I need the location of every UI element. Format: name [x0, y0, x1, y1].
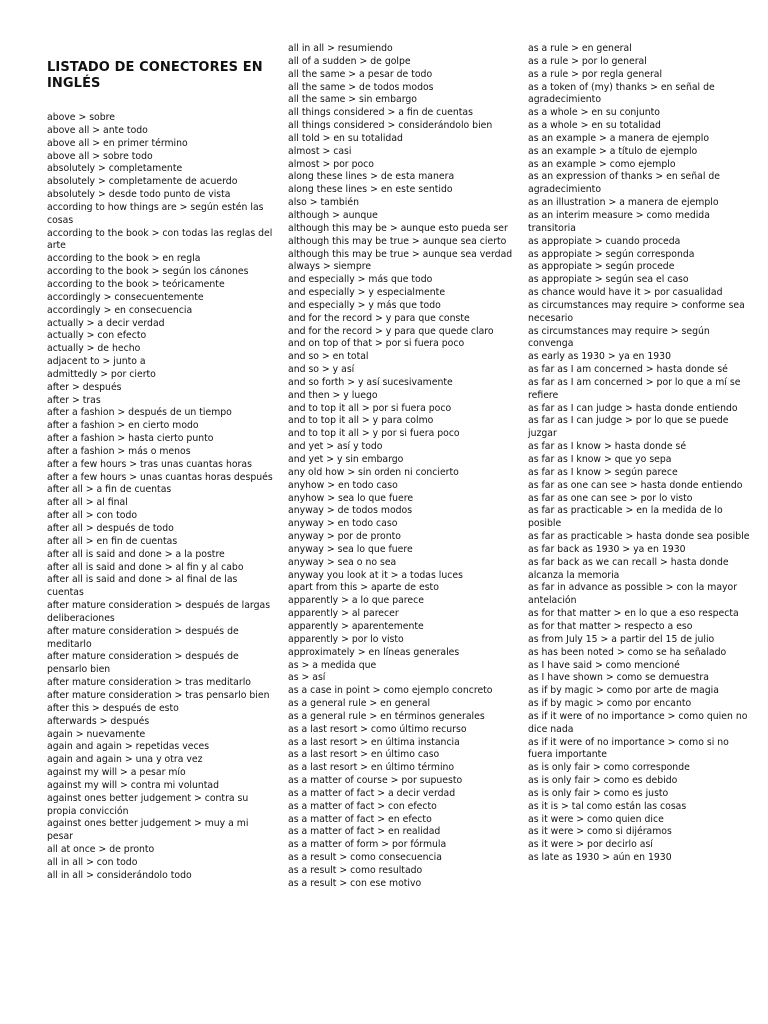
connector-entry: as has been noted > como se ha señalado: [528, 646, 727, 658]
connector-entry: anyway > en todo caso: [288, 518, 398, 530]
connector-entry: all in all > resumiendo: [288, 43, 393, 54]
connector-entry: also > también: [288, 197, 360, 209]
connector-entry: all things considered > considerándolo bien: [288, 120, 493, 132]
connector-entry: anyway > de todos modos: [288, 505, 413, 517]
connector-entry: all at once > de pronto: [47, 844, 155, 856]
connector-entry: as a rule > por regla general: [528, 68, 663, 80]
connector-entry: as a matter of course > por supuesto: [288, 775, 463, 787]
connector-entry: after mature consideration > tras meditarlo: [47, 677, 251, 689]
connector-entry: after a fashion > después de un tiempo: [47, 407, 232, 419]
connector-entry: as for that matter > respecto a eso: [528, 620, 693, 632]
connector-entry: as appropiate > según sea el caso: [528, 274, 689, 286]
connector-entry: after > después: [47, 381, 122, 393]
connector-entry: all told > en su totalidad: [288, 132, 403, 144]
connector-entry: as > así: [288, 672, 326, 684]
connector-entry: and yet > y sin embargo: [288, 454, 404, 465]
connector-entry: as far as I know > hasta donde sé: [528, 441, 687, 453]
connector-entry: against my will > a pesar mío: [47, 767, 186, 779]
connector-entry: apparently > a lo que parece: [288, 595, 424, 607]
connector-entry: admittedly > por cierto: [47, 368, 156, 380]
connector-entry: after mature consideration > después de pensarlo bien: [47, 651, 239, 676]
connector-entry: against ones better judgement > contra su propia convicción: [47, 792, 249, 817]
connector-entry: afterwards > después: [47, 715, 150, 727]
connector-entry: as a result > como resultado: [288, 865, 423, 876]
connector-entry: after all is said and done > al fin y al cabo: [47, 561, 244, 573]
connector-entry: as an example > como ejemplo: [528, 158, 676, 170]
connector-entry: against ones better judgement > muy a mi pesar: [47, 818, 249, 843]
connector-entry: as a matter of fact > en realidad: [288, 826, 441, 838]
connector-entry: above all > en primer término: [47, 137, 188, 149]
connector-entry: as appropiate > según procede: [528, 261, 675, 273]
connector-entry: anyway > sea lo que fuere: [288, 543, 413, 555]
connector-entry: as circumstances may require > conforme sea necesario: [528, 299, 745, 324]
connector-entry: although this may be true > aunque sea cierto: [288, 235, 507, 247]
connector-entry: although this may be true > aunque sea verdad: [288, 248, 513, 260]
connector-entry: as appropiate > según corresponda: [528, 248, 695, 260]
connector-entry: after a few hours > tras unas cuantas horas: [47, 458, 252, 470]
connector-entry: and so > y así: [288, 364, 355, 376]
connector-entry: absolutely > desde todo punto de vista: [47, 189, 231, 201]
connector-entry: again and again > repetidas veces: [47, 741, 210, 753]
column-3: [528, 43, 756, 865]
connector-entry: actually > con efecto: [47, 330, 147, 342]
connector-entry: although > aunque: [288, 209, 378, 221]
connector-entry: as a matter of fact > a decir verdad: [288, 787, 456, 799]
connector-entry: as far as I am concerned > por lo que a mí se refiere: [528, 376, 741, 401]
connector-entry: again > nuevamente: [47, 728, 146, 740]
connector-entry: again and again > una y otra vez: [47, 754, 203, 766]
connector-entry: adjacent to > junto a: [47, 356, 146, 368]
connector-entry: as far as I know > según parece: [528, 466, 678, 478]
connector-entry: as a matter of form > por fórmula: [288, 839, 447, 851]
connector-entry: according to how things are > según estén las cosas: [47, 201, 264, 226]
connector-entry: and especially > y especialmente: [288, 287, 446, 299]
connector-entry: as a general rule > en términos generales: [288, 710, 485, 722]
connector-entry: approximately > en líneas generales: [288, 646, 460, 658]
connector-entry: anyhow > sea lo que fuere: [288, 492, 414, 504]
connector-entry: as a rule > por lo general: [528, 55, 647, 67]
connector-entry: after mature consideration > después de largas deliberaciones: [47, 600, 271, 624]
connector-entry: as a last resort > en última instancia: [288, 736, 460, 748]
connector-entry: apparently > al parecer: [288, 608, 399, 620]
connector-entry: and especially > y más que todo: [288, 299, 441, 311]
connector-entry: after all > con todo: [47, 510, 138, 522]
connector-entry: as is only fair > como es debido: [528, 775, 678, 787]
connector-entry: almost > por poco: [288, 158, 374, 170]
connector-entry: always > siempre: [288, 261, 372, 273]
connector-entry: as an interim measure > como medida transitoria: [528, 209, 710, 234]
connector-entry: and especially > más que todo: [288, 274, 433, 286]
connector-entry: accordingly > consecuentemente: [47, 291, 204, 303]
connector-entry: as an expression of thanks > en señal de agradecimiento: [528, 171, 720, 196]
connector-entry: against my will > contra mi voluntad: [47, 779, 219, 791]
connector-entry: as an illustration > a manera de ejemplo: [528, 197, 719, 209]
connector-entry: according to the book > en regla: [47, 253, 201, 265]
entry-list: [528, 43, 756, 865]
connector-entry: anyway > por de pronto: [288, 531, 401, 543]
connector-entry: apparently > por lo visto: [288, 633, 404, 645]
column-2: [288, 43, 516, 891]
connector-entry: as it were > por decirlo así: [528, 839, 653, 851]
entry-list: [288, 43, 516, 891]
connector-entry: as a token of (my) thanks > en señal de agradecimiento: [528, 81, 715, 106]
connector-entry: as far in advance as possible > con la mayor antelación: [528, 582, 738, 607]
connector-entry: accordingly > en consecuencia: [47, 304, 193, 316]
connector-entry: and so forth > y así sucesivamente: [288, 376, 453, 388]
connector-entry: as a whole > en su conjunto: [528, 107, 660, 119]
connector-entry: anyhow > en todo caso: [288, 479, 398, 491]
connector-entry: as an example > a manera de ejemplo: [528, 132, 710, 144]
connector-entry: as far as I can judge > por lo que se puede juzgar: [528, 415, 729, 440]
connector-entry: apparently > aparentemente: [288, 620, 424, 632]
connector-entry: and on top of that > por si fuera poco: [288, 338, 465, 350]
connector-entry: and yet > así y todo: [288, 441, 383, 453]
connector-entry: as a matter of fact > con efecto: [288, 800, 437, 812]
connector-entry: almost > casi: [288, 145, 352, 157]
connector-entry: as appropiate > cuando proceda: [528, 235, 681, 247]
connector-entry: as > a medida que: [288, 659, 377, 671]
connector-entry: absolutely > completamente de acuerdo: [47, 176, 238, 188]
connector-entry: after a fashion > en cierto modo: [47, 420, 199, 432]
connector-entry: after this > después de esto: [47, 702, 179, 714]
connector-entry: as a general rule > en general: [288, 698, 431, 710]
connector-entry: after all > después de todo: [47, 523, 174, 534]
connector-entry: after mature consideration > después de meditarlo: [47, 625, 239, 650]
connector-entry: as late as 1930 > aún en 1930: [528, 852, 672, 864]
connector-entry: and then > y luego: [288, 389, 378, 401]
connector-entry: all the same > de todos modos: [288, 81, 434, 93]
connector-entry: as it is > tal como están las cosas: [528, 800, 687, 812]
connector-entry: as a result > con ese motivo: [288, 877, 422, 889]
connector-entry: as is only fair > como es justo: [528, 787, 669, 799]
connector-entry: actually > de hecho: [47, 343, 141, 355]
connector-entry: as it were > como quien dice: [528, 813, 664, 825]
connector-entry: as far as I know > que yo sepa: [528, 454, 672, 465]
connector-entry: as circumstances may require > según convenga: [528, 325, 710, 350]
connector-entry: as far as one can see > por lo visto: [528, 492, 693, 504]
connector-entry: as it were > como si dijéramos: [528, 826, 672, 838]
connector-entry: as far as I am concerned > hasta donde sé: [528, 364, 728, 376]
connector-entry: anyway you look at it > a todas luces: [288, 569, 463, 581]
connector-entry: as if it were of no importance > como quien no dice nada: [528, 710, 748, 735]
connector-entry: as a matter of fact > en efecto: [288, 813, 432, 825]
connector-entry: above all > sobre todo: [47, 150, 153, 162]
connector-entry: after all is said and done > a la postre: [47, 548, 225, 560]
connector-entry: as a last resort > como último recurso: [288, 723, 467, 735]
connector-entry: apart from this > aparte de esto: [288, 582, 439, 594]
connector-entry: as a case in point > como ejemplo concreto: [288, 685, 493, 697]
connector-entry: all in all > con todo: [47, 856, 138, 868]
connector-entry: and so > en total: [288, 351, 369, 363]
connector-entry: as for that matter > en lo que a eso respecta: [528, 608, 739, 620]
connector-entry: above all > ante todo: [47, 124, 148, 136]
connector-entry: and for the record > y para que conste: [288, 312, 470, 324]
connector-entry: as if by magic > como por encanto: [528, 698, 692, 710]
connector-entry: and for the record > y para que quede claro: [288, 325, 494, 337]
entry-list: [47, 112, 275, 883]
connector-entry: after all > a fin de cuentas: [47, 484, 172, 496]
connector-entry: along these lines > en este sentido: [288, 184, 453, 196]
connector-entry: as a last resort > en último caso: [288, 749, 440, 761]
connector-entry: all of a sudden > de golpe: [288, 55, 411, 67]
connector-entry: absolutely > completamente: [47, 163, 183, 175]
connector-entry: and to top it all > y por si fuera poco: [288, 428, 460, 440]
connector-entry: as if by magic > como por arte de magia: [528, 685, 719, 697]
connector-entry: according to the book > con todas las reglas del arte: [47, 227, 273, 252]
connector-entry: as I have said > como mencioné: [528, 659, 680, 671]
connector-entry: as far as practicable > hasta donde sea posible: [528, 531, 750, 543]
connector-entry: after all > al final: [47, 497, 128, 509]
connector-entry: as a result > como consecuencia: [288, 852, 442, 864]
connector-entry: after > tras: [47, 394, 101, 406]
connector-entry: as far as one can see > hasta donde entiendo: [528, 479, 743, 491]
connector-entry: as is only fair > como corresponde: [528, 762, 690, 774]
connector-entry: as far back as we can recall > hasta donde alcanza la memoria: [528, 556, 729, 581]
connector-entry: as early as 1930 > ya en 1930: [528, 351, 672, 363]
page-title: LISTADO DE CONECTORES EN INGLÉS: [47, 60, 263, 91]
connector-entry: as a whole > en su totalidad: [528, 120, 661, 132]
connector-entry: as if it were of no importance > como si no fuera importante: [528, 736, 729, 761]
connector-entry: as from July 15 > a partir del 15 de julio: [528, 633, 715, 645]
connector-entry: after a fashion > hasta cierto punto: [47, 433, 214, 445]
connector-entry: all the same > sin embargo: [288, 94, 417, 106]
connector-entry: all things considered > a fin de cuentas: [288, 107, 473, 119]
connector-entry: as I have shown > como se demuestra: [528, 672, 709, 684]
connector-entry: as far as I can judge > hasta donde entiendo: [528, 402, 738, 414]
connector-entry: after mature consideration > tras pensarlo bien: [47, 689, 270, 701]
connector-entry: any old how > sin orden ni concierto: [288, 466, 459, 478]
connector-entry: as chance would have it > por casualidad: [528, 287, 723, 299]
connector-entry: all in all > considerándolo todo: [47, 869, 192, 881]
connector-entry: along these lines > de esta manera: [288, 171, 455, 183]
connector-entry: after a few hours > unas cuantas horas después: [47, 471, 273, 483]
connector-entry: after all > en fin de cuentas: [47, 535, 178, 547]
connector-entry: according to the book > según los cánones: [47, 266, 249, 278]
connector-entry: according to the book > teóricamente: [47, 278, 225, 290]
connector-entry: actually > a decir verdad: [47, 317, 165, 329]
connector-entry: as a rule > en general: [528, 43, 632, 54]
connector-entry: and to top it all > por si fuera poco: [288, 402, 452, 414]
connector-entry: above > sobre: [47, 112, 115, 123]
connector-entry: and to top it all > y para colmo: [288, 415, 434, 427]
connector-entry: after all is said and done > al final de las cuentas: [47, 574, 238, 599]
connector-entry: anyway > sea o no sea: [288, 556, 397, 568]
connector-entry: although this may be > aunque esto pueda ser: [288, 222, 508, 234]
connector-entry: as far as practicable > en la medida de lo posible: [528, 505, 723, 530]
connector-entry: as an example > a título de ejemplo: [528, 145, 698, 157]
connector-entry: all the same > a pesar de todo: [288, 68, 433, 80]
connector-entry: as a last resort > en último término: [288, 762, 455, 774]
connector-entry: after a fashion > más o menos: [47, 445, 191, 457]
connector-entry: as far back as 1930 > ya en 1930: [528, 543, 686, 555]
